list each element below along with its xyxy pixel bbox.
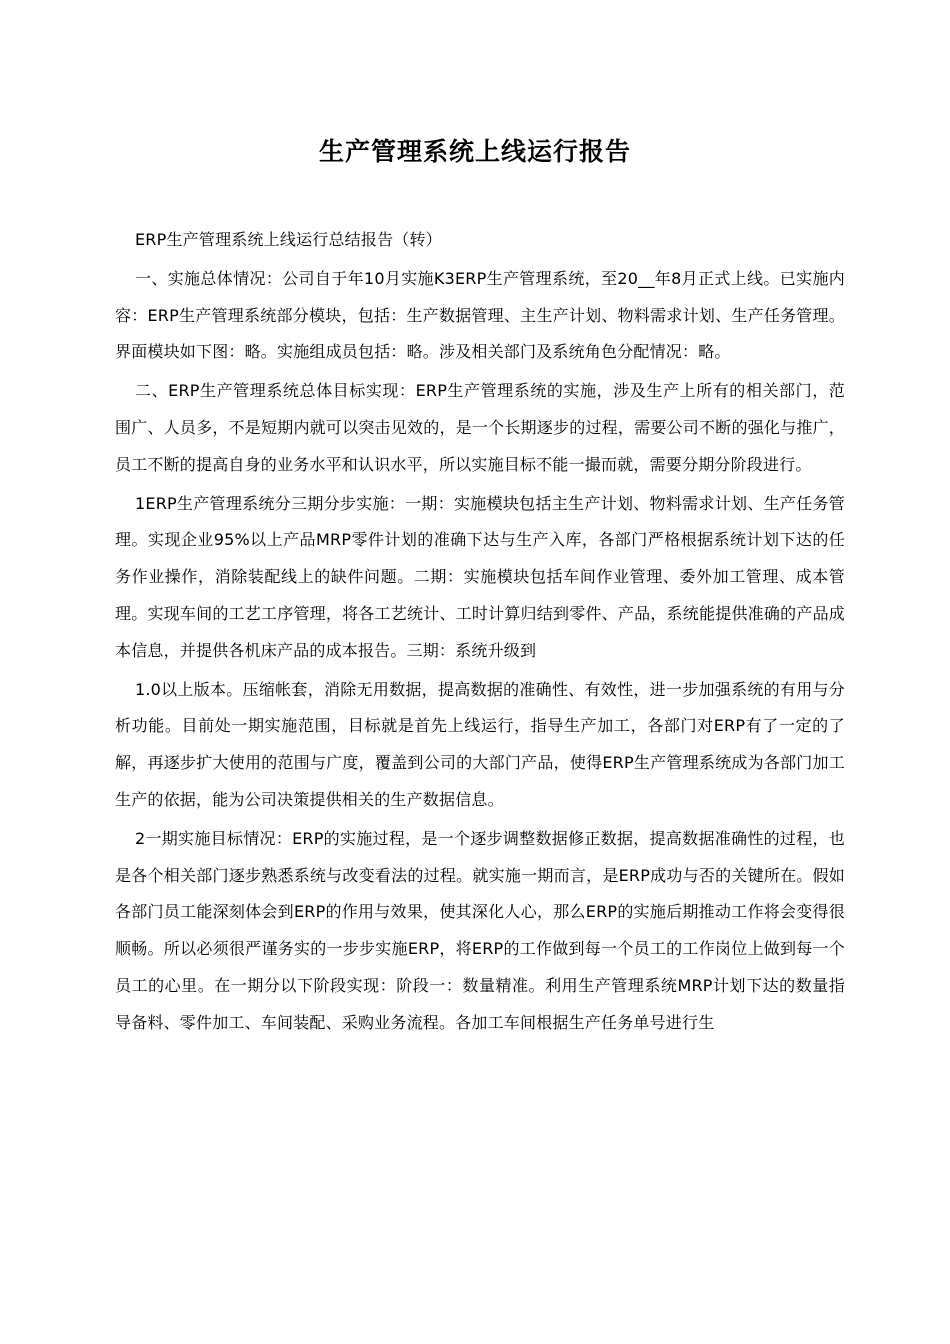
document-body	[115, 222, 845, 1042]
paragraph-version-upgrade: 1.0以上版本。压缩帐套，消除无用数据，提高数据的准确性、有效性，进一步加强系统的有用与分析功能。目前处一期实施范围，目标就是首先上线运行，指导生产加工，各部门对ERP有了一定的了解，再逐步扩大使用的范围与广度，覆盖到公司的大部门产品，使得ERP生产管理系统成为各部门加工生产的依据，能为公司决策提供相关的生产数据信息。	[115, 679, 845, 809]
paragraph-phase-one-goals: 2一期实施目标情况：ERP的实施过程，是一个逐步调整数据修正数据，提高数据准确性的过程，也是各个相关部门逐步熟悉系统与改变看法的过程。就实施一期而言，是ERP成功与否的关键所在。假如各部门员工能深刻体会到ERP的作用与效果，使其深化人心，那么ERP的实施后期推动工作将会变得很顺畅。所以必须很严谨务实的一步步实施ERP，将ERP的工作做到每一个员工的工作岗位上做到每一个员工的心里。在一期分以下阶段实现：阶段一：数量精准。利用生产管理系统MRP计划下达的数量指导备料、零件加工、车间装配、采购业务流程。各加工车间根据生产任务单号进行生	[115, 828, 845, 1032]
paragraph-overall-goals: 二、ERP生产管理系统总体目标实现：ERP生产管理系统的实施，涉及生产上所有的相关部门，范围广、人员多，不是短期内就可以突击见效的，是一个长期逐步的过程，需要公司不断的强化与推广，员工不断的提高自身的业务水平和认识水平，所以实施目标不能一撮而就，需要分期分阶段进行。	[115, 381, 845, 474]
paragraph-implementation-overview: 一、实施总体情况：公司自于年10月实施K3ERP生产管理系统，至20__年8月正式上线。已实施内容：ERP生产管理系统部分模块，包括：生产数据管理、主生产计划、物料需求计划、生产任务管理。界面模块如下图：略。实施组成员包括：略。涉及相关部门及系统角色分配情况：略。	[115, 268, 845, 362]
paragraph-three-phases: 1ERP生产管理系统分三期分步实施：一期：实施模块包括主生产计划、物料需求计划、生产任务管理。实现企业95%以上产品MRP零件计划的准确下达与生产入库，各部门严格根据系统计划下达的任务作业操作，消除装配线上的缺件问题。二期：实施模块包括车间作业管理、委外加工管理、成本管理。实现车间的工艺工序管理，将各工艺统计、工时计算归结到零件、产品，系统能提供准确的产品成本信息，并提供各机床产品的成本报告。三期：系统升级到	[115, 493, 845, 660]
paragraph-report-heading: ERP生产管理系统上线运行总结报告（转）	[135, 230, 442, 249]
page-title: 生产管理系统上线运行报告	[318, 137, 631, 166]
